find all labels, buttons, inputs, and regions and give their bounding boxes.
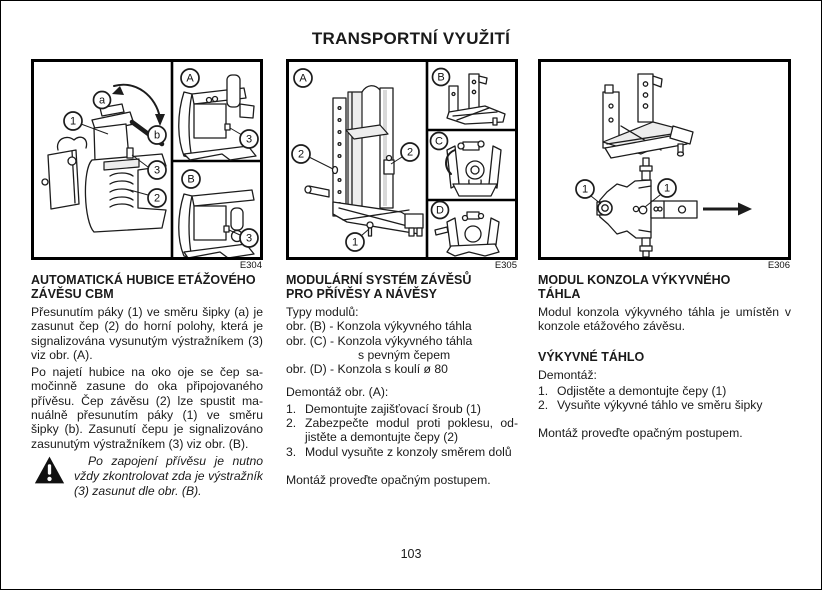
step-1: 1. Odjistěte a demontujte čepy (1)	[538, 383, 727, 398]
panel-b-letter	[182, 170, 200, 188]
svg-text:3: 3	[153, 164, 161, 177]
figure-e304	[31, 59, 263, 260]
svg-text:C: C	[435, 135, 443, 148]
module-d-sketch	[435, 212, 499, 256]
figure-label-e306: E306	[767, 260, 790, 271]
callout-3-detail-a	[240, 130, 258, 148]
callout-1	[64, 112, 82, 130]
cbm-paragraph-2: Po najetí hubice na oko oje se čep samočinně zasune do oka připojovaného přívěsu. Čep závěsu (2) lze spustit manuálně přesunutím páky (1) ve směru šipky (b). Zasunutí čepu je signalizováno zasunutým výstražníkem (3) viz obr. (B).	[31, 365, 263, 451]
disassembly-label: Demontáž:	[538, 367, 597, 382]
module-type-b: obr. (B) - Konzola výkyvného táhla	[286, 319, 472, 334]
heading-swing-drawbar-module: MODUL KONZOLA VÝKYVNÉHO TÁHLA	[538, 273, 731, 301]
panel-a-letter	[294, 69, 312, 87]
svg-text:D: D	[436, 204, 444, 217]
cbm-paragraph-1: Přesunutím páky (1) ve směru šipky (a) je zasunut čep (2) do horní polohy, která je signalizována vysunutým výstražníkem (3) viz obr. (A).	[31, 305, 263, 362]
svg-text:2: 2	[406, 146, 414, 159]
warning-triangle-icon	[34, 456, 65, 484]
panel-a-letter	[181, 69, 199, 87]
disassembly-label: Demontáž obr. (A):	[286, 385, 389, 400]
panel-c-letter	[431, 133, 448, 150]
svg-text:B: B	[437, 71, 445, 84]
callout-2-left	[292, 145, 310, 163]
svg-text:1: 1	[351, 236, 359, 249]
step-2: 2. Vysuňte výkyvné táhlo ve směru šipky	[538, 398, 763, 413]
module-b-sketch	[447, 74, 505, 125]
svg-text:1: 1	[663, 182, 671, 195]
callout-2-right	[401, 143, 419, 161]
svg-text:3: 3	[245, 232, 253, 245]
heading-cbm: AUTOMATICKÁ HUBICE ETÁŽOVÉHO ZÁVĚSU CBM	[31, 273, 256, 301]
step-1: 1. Demontujte zajišťovací šroub (1)	[286, 401, 481, 416]
svg-text:b: b	[153, 129, 161, 142]
svg-text:1: 1	[581, 183, 589, 196]
svg-text:3: 3	[245, 133, 253, 146]
assembly-note: Montáž proveďte opačným postupem.	[286, 472, 491, 487]
callout-1	[346, 233, 364, 251]
figure-label-e304: E304	[239, 260, 262, 271]
callout-a	[94, 92, 111, 109]
column-modular-system	[286, 59, 518, 487]
panel-b-letter	[433, 69, 450, 86]
disassembly-steps	[538, 384, 791, 413]
callout-1-left	[576, 180, 594, 198]
page-number: 103	[400, 547, 422, 561]
modular-system-diagram	[289, 62, 515, 257]
figure-e306	[538, 59, 791, 260]
callout-b	[148, 126, 166, 144]
panel-d-letter	[432, 202, 449, 219]
step-3: 3. Modul vysuňte z konzoly směrem dolů	[286, 444, 512, 459]
page-title: TRANSPORTNÍ VYUŽITÍ	[311, 29, 511, 48]
module-c-sketch	[446, 141, 501, 196]
assembly-note: Montáž proveďte opačným postupem.	[538, 426, 743, 441]
swing-drawbar-paragraph: Modul konzola výkyvného táhla je umístěn v konzole etážového závěsu.	[538, 305, 791, 334]
module-type-c-cont: s pevným čepem	[358, 347, 451, 362]
svg-text:A: A	[299, 72, 307, 85]
column-cbm-hitch	[31, 59, 263, 498]
swing-drawbar-diagram	[541, 62, 788, 257]
module-types-label: Typy modulů:	[286, 305, 359, 319]
console-frame-view	[305, 86, 423, 236]
column-swing-drawbar	[538, 59, 791, 441]
callout-1-right	[658, 179, 676, 197]
figure-e305	[286, 59, 518, 260]
heading-modular-system: MODULÁRNÍ SYSTÉM ZÁVĚSŮ PRO PŘÍVĚSY A NÁVĚSY	[286, 273, 472, 301]
hitch-detail-b	[179, 190, 254, 257]
svg-text:2: 2	[153, 192, 161, 205]
figure-label-e305: E305	[494, 260, 517, 271]
module-type-d: obr. (D) - Konzola s koulí ø 80	[286, 362, 448, 377]
warning-text: Po zapojení přívěsu je nutno vždy zkontrolovat zda je výstražník (3) zasunut dle obr. (B).	[74, 453, 263, 498]
swing-drawbar-view	[591, 158, 752, 257]
svg-text:A: A	[186, 72, 194, 85]
warning-block	[31, 454, 263, 498]
svg-text:a: a	[98, 94, 106, 107]
svg-text:1: 1	[69, 115, 77, 128]
callout-3-detail-b	[240, 229, 258, 247]
callout-2	[148, 189, 166, 207]
step-2: 2. Zabezpečte modul proti poklesu, odjistěte a demontujte čepy (2)	[286, 416, 518, 445]
subheading-swing-drawbar: VÝKYVNÉ TÁHLO	[538, 349, 645, 364]
disassembly-steps	[286, 402, 518, 459]
module-type-c: obr. (C) - Konzola výkyvného táhla	[286, 333, 473, 348]
svg-text:2: 2	[297, 148, 305, 161]
callout-3	[148, 161, 166, 179]
cbm-hitch-diagram	[34, 62, 260, 257]
console-bracket-view	[603, 74, 693, 158]
svg-text:B: B	[187, 173, 195, 186]
